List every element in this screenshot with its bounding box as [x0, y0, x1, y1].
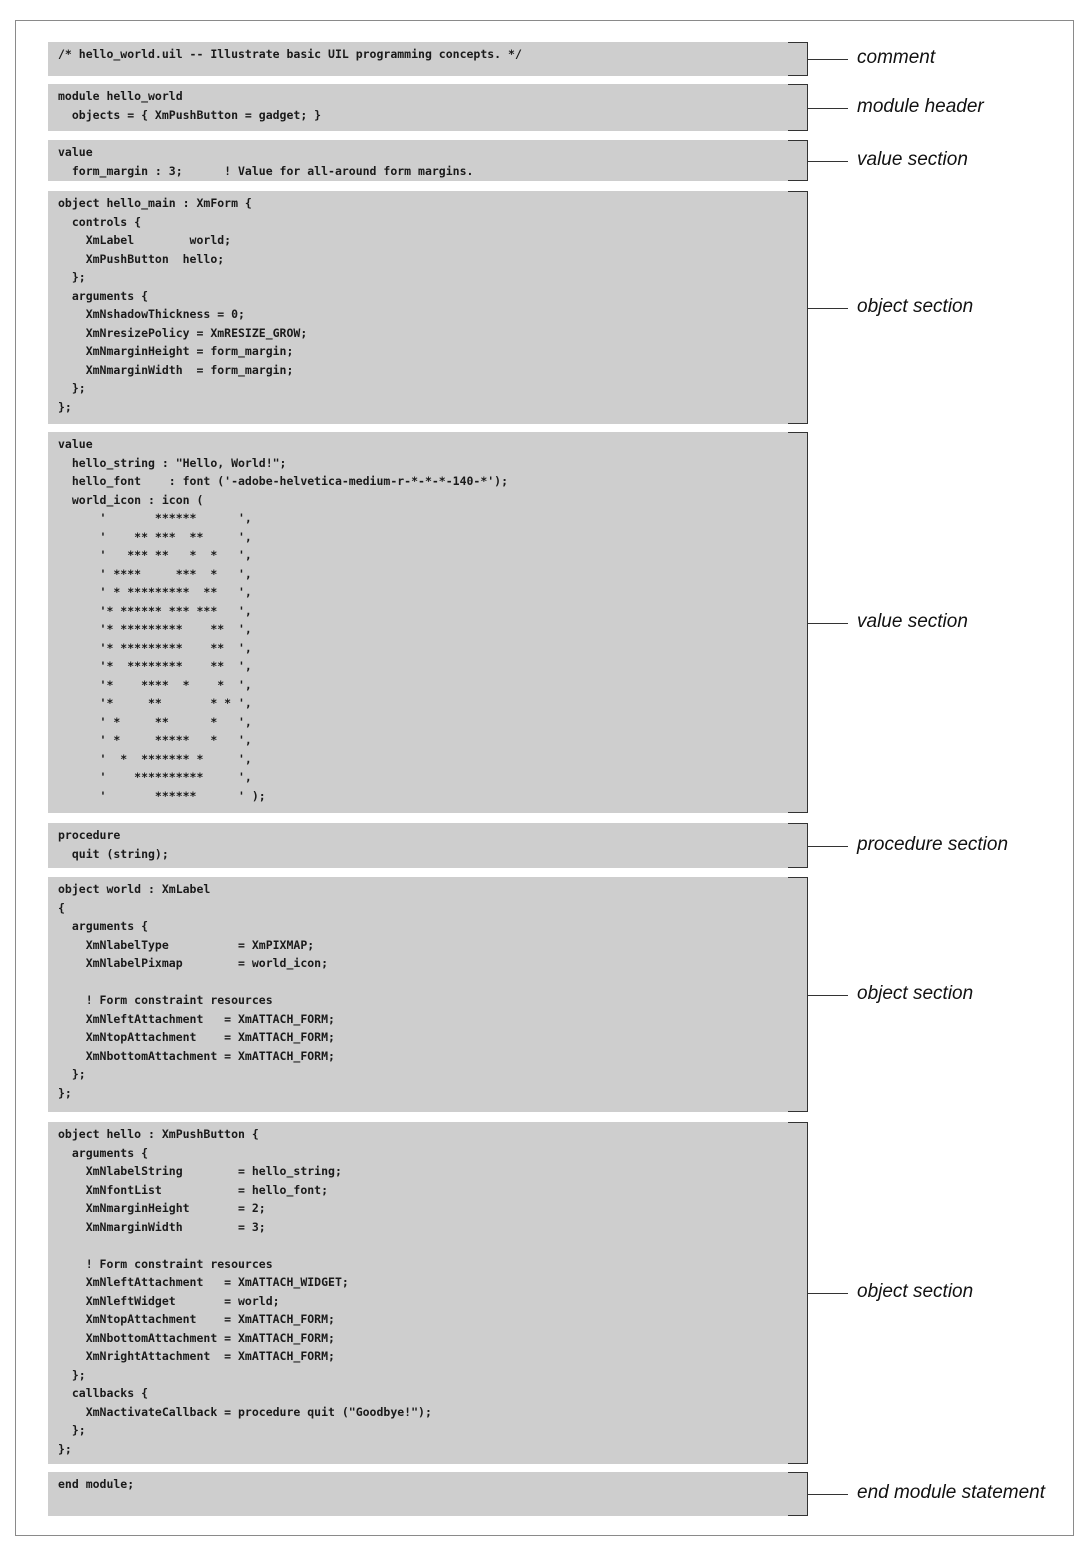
section-label: comment [857, 47, 936, 68]
section-label: object section [857, 295, 974, 317]
leader-line [808, 59, 848, 60]
section-label: object section [857, 982, 974, 1004]
section-label: procedure section [857, 833, 1009, 855]
leader-line [808, 995, 848, 996]
code-text: value hello_string : "Hello, World!"; hello_font : font ('-adobe-helvetica-medium-r-*-*-*-140-*'); world_icon : icon ( ' ****** ', ' ** *** ** ', ' *** ** * * ', ' **** *** * ', ' * ********* ** ', '* ****** *** *** ', '* ********* ** ', '* ********* ** ', '* ******** ** ', '* **** * * ', '* ** * * ', ' * ** * ', ' * ***** * ', ' * ******* * ', ' ********** ', ' ****** ' ); [58, 437, 509, 803]
leader-line [808, 108, 848, 109]
leader-line [808, 1494, 848, 1495]
code-text: end module; [58, 1477, 135, 1491]
leader-line [808, 308, 848, 309]
section-bracket [788, 877, 808, 1112]
section-label: end module statement [857, 1482, 1046, 1503]
section-bracket [788, 823, 808, 868]
code-block [48, 1472, 808, 1516]
code-text: object hello : XmPushButton { arguments { XmNlabelString = hello_string; XmNfontList = hello_font; XmNmarginHeight = 2; XmNmarginWidth = 3; ! Form constraint resources XmNleftAttachment = XmATTACH_WIDGET; XmNleftWidget = world; XmNtopAttachment = XmATTACH_FORM; XmNbottomAttachment = XmATTACH_FORM; XmNrightAttachment = XmATTACH_FORM; }; callbacks { XmNactivateCallback = procedure quit ("Goodbye!"); }; }; [58, 1127, 432, 1456]
leader-line [808, 623, 848, 624]
code-block [48, 140, 808, 181]
section-label: object section [857, 1281, 974, 1302]
leader-line [808, 1293, 848, 1294]
code-block [48, 42, 808, 76]
section-bracket [788, 1122, 808, 1464]
leader-line [808, 161, 848, 162]
section-label: value section [857, 610, 968, 632]
code-block [48, 432, 808, 813]
code-text: object world : XmLabel { arguments { XmNlabelType = XmPIXMAP; XmNlabelPixmap = world_icon; ! Form constraint resources XmNleftAttachment = XmATTACH_FORM; XmNtopAttachment = XmATTACH_FORM; XmNbottomAttachment = XmATTACH_FORM; }; }; [58, 882, 335, 1100]
code-block [48, 823, 808, 868]
code-block [48, 191, 808, 424]
section-bracket [788, 84, 808, 131]
section-label: value section [857, 148, 968, 170]
leader-line [808, 846, 848, 847]
section-bracket [788, 140, 808, 181]
section-bracket [788, 191, 808, 424]
section-bracket [788, 1472, 808, 1516]
section-label: module header [857, 95, 984, 117]
section-bracket [788, 432, 808, 813]
code-block [48, 84, 808, 131]
code-block [48, 877, 808, 1112]
code-text: value form_margin : 3; ! Value for all-around form margins. [58, 145, 474, 178]
code-text: module hello_world objects = { XmPushButton = gadget; } [58, 89, 322, 122]
code-block [48, 1122, 808, 1464]
code-text: /* hello_world.uil -- Illustrate basic UIL programming concepts. */ [58, 47, 522, 61]
code-text: object hello_main : XmForm { controls { XmLabel world; XmPushButton hello; }; arguments { XmNshadowThickness = 0; XmNresizePolicy = XmRESIZE_GROW; XmNmarginHeight = form_margin; XmNmarginWidth = form_margin; }; }; [58, 196, 308, 414]
section-bracket [788, 42, 808, 76]
code-text: procedure quit (string); [58, 828, 169, 861]
